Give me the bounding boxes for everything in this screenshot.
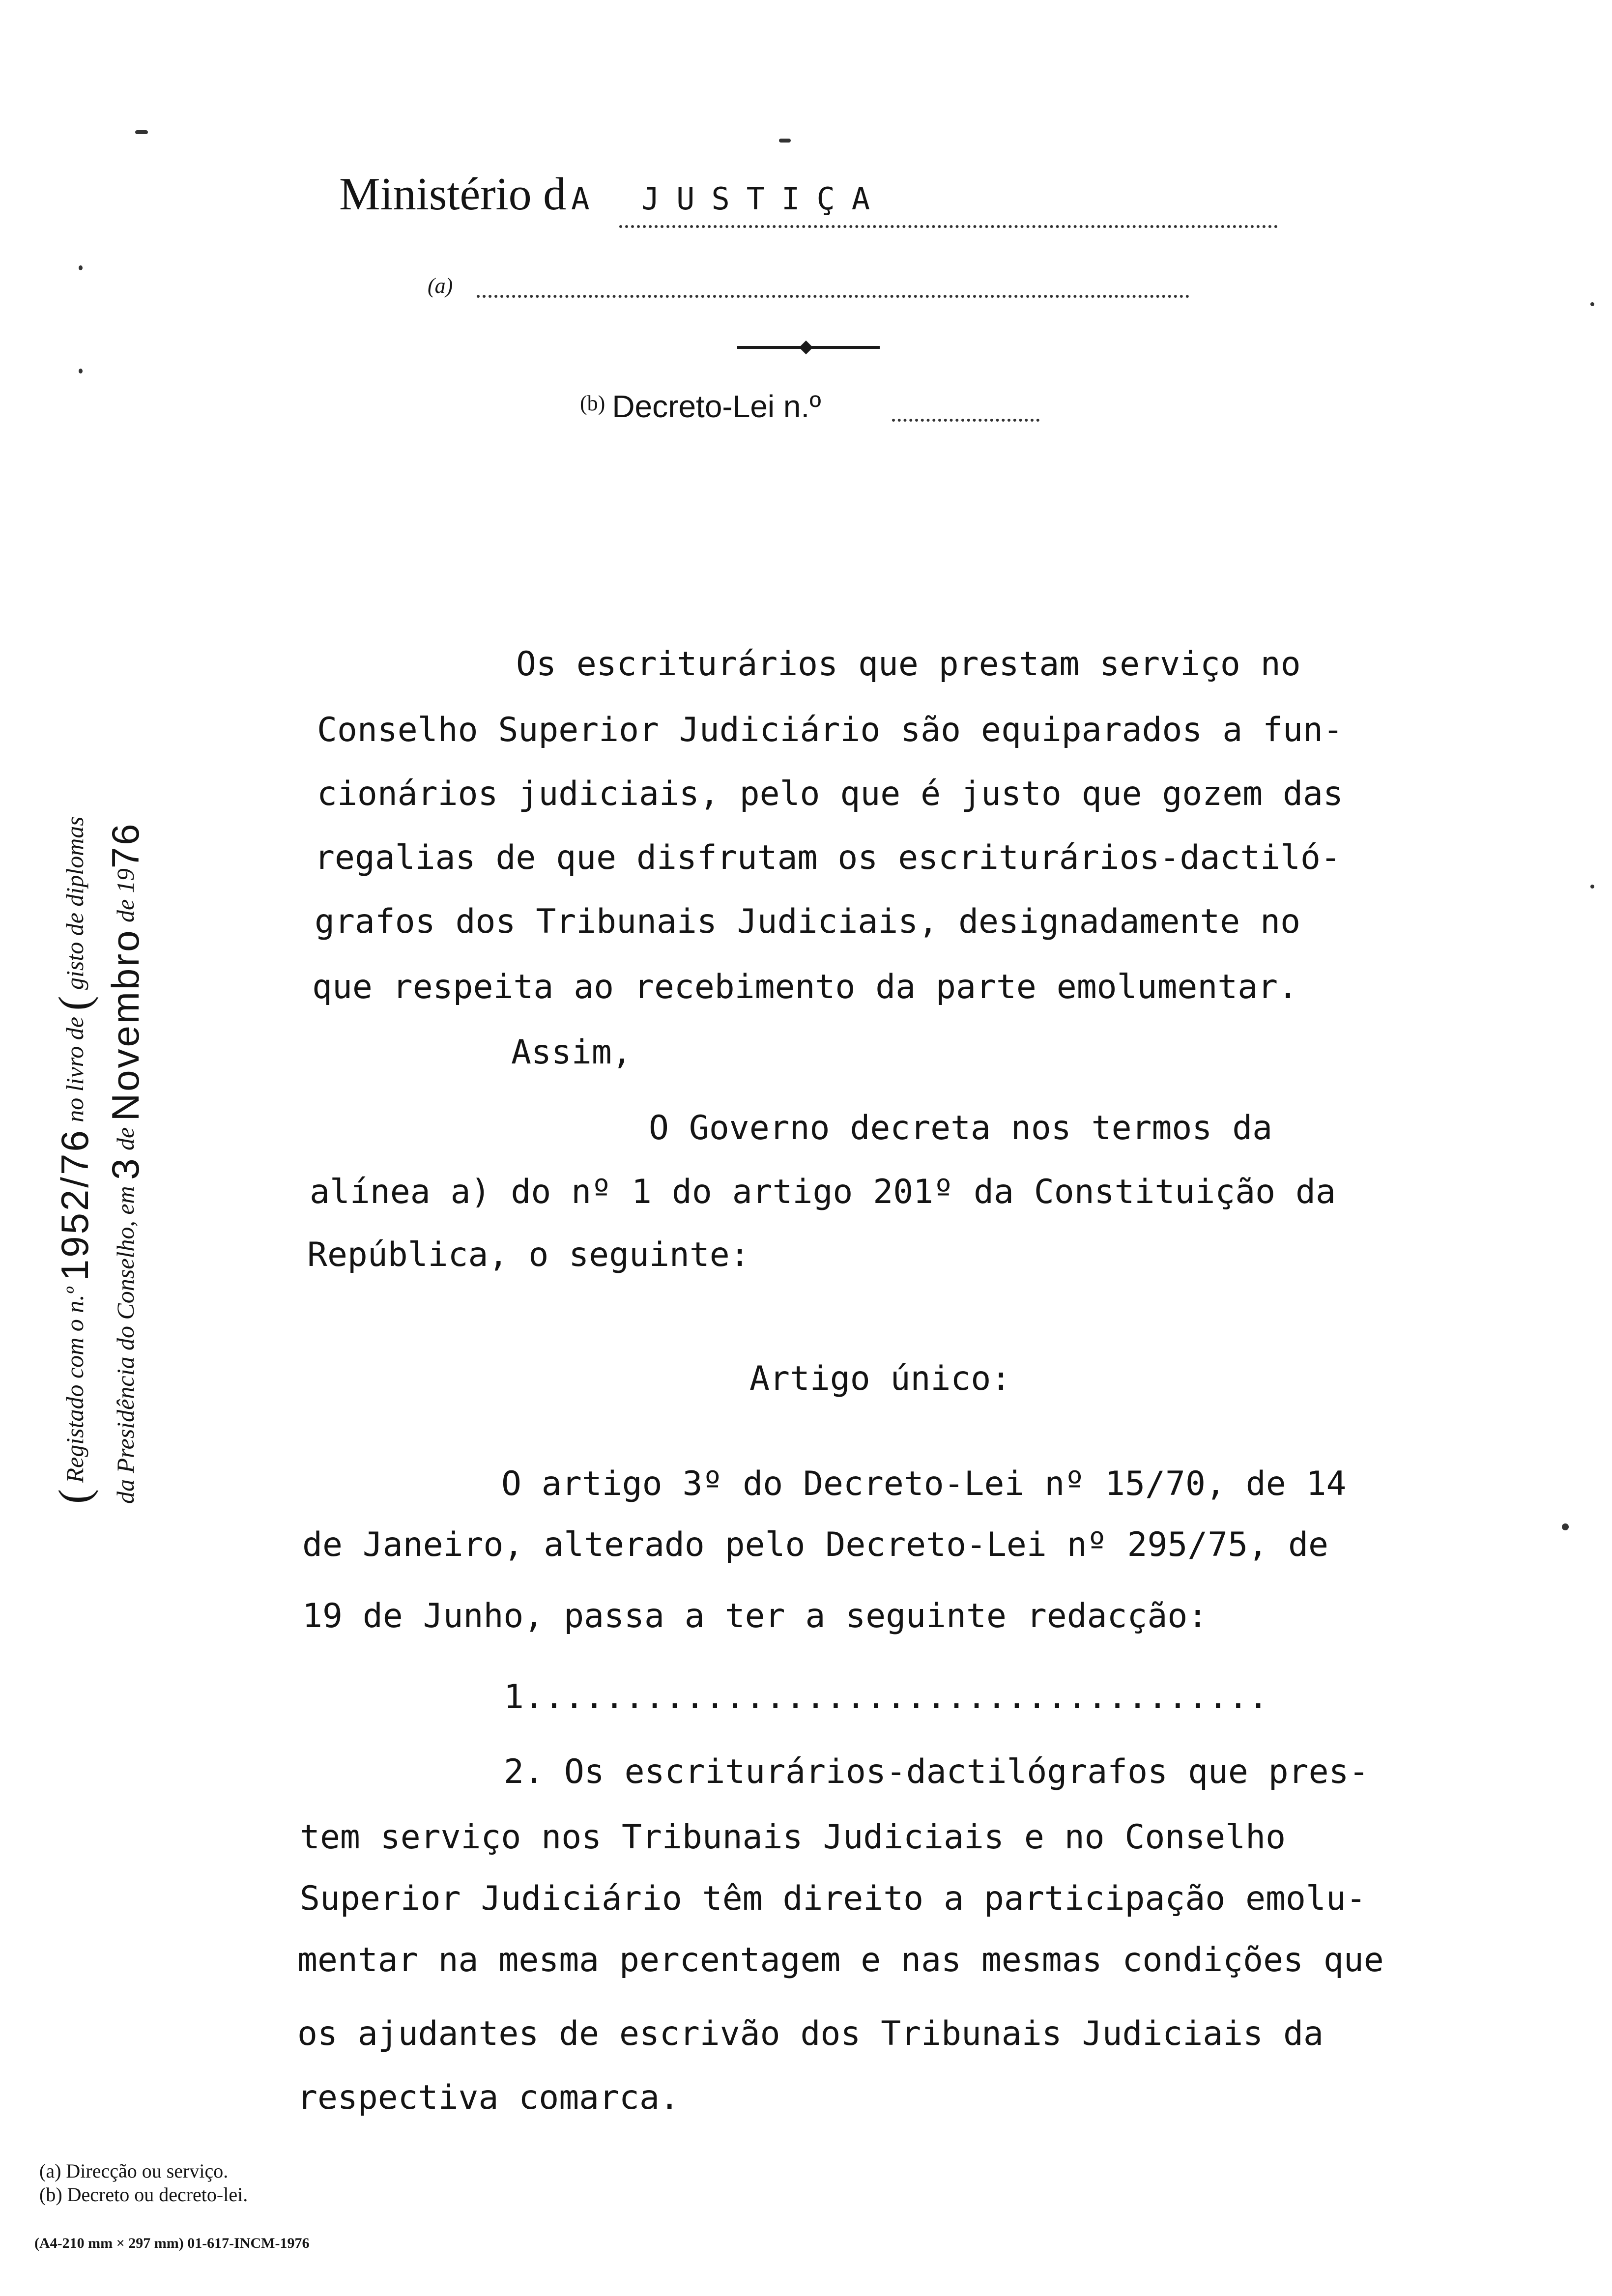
- scan-speck: [1562, 1523, 1569, 1530]
- article-text-line: O artigo 3º do Decreto-Lei nº 15/70, de 14: [501, 1464, 1347, 1503]
- ministry-name: A JUSTIÇA: [571, 181, 887, 217]
- registration-line-1: ( Registado com o n.º 1952/76 no livro de ( gisto de diplomas: [50, 816, 99, 1504]
- scan-speck: [779, 139, 791, 143]
- ministry-dotted-line: [619, 225, 1278, 228]
- item-2-line: os ajudantes de escrivão dos Tribunais Judiciais da: [297, 2014, 1324, 2053]
- item-2-line: tem serviço nos Tribunais Judiciais e no Conselho: [300, 1818, 1286, 1857]
- decree-title-text: Decreto-Lei n.º: [612, 389, 821, 424]
- preamble-line: Conselho Superior Judiciário são equiparados a fun-: [317, 711, 1343, 749]
- footnote-b: (b) Decreto ou decreto-lei.: [39, 2183, 248, 2206]
- decree-number-dotted-line: [892, 419, 1039, 422]
- decree-intro-line: República, o seguinte:: [307, 1235, 750, 1274]
- scan-speck: [79, 369, 83, 373]
- item-2-line: respectiva comarca.: [297, 2078, 680, 2117]
- preamble-line: regalias de que disfrutam os escriturários-dactiló-: [315, 838, 1341, 877]
- item-2-line: Superior Judiciário têm direito a participação emolu-: [300, 1879, 1366, 1918]
- field-a-dotted-line: [477, 295, 1189, 298]
- preamble-line: grafos dos Tribunais Judiciais, designadamente no: [315, 902, 1301, 941]
- scan-speck: [79, 265, 83, 270]
- ministry-heading: [339, 169, 887, 220]
- article-text-line: 19 de Junho, passa a ter a seguinte redacção:: [302, 1597, 1208, 1636]
- decree-intro-line: alínea a) do nº 1 do artigo 201º da Constituição da: [310, 1173, 1336, 1211]
- item-2-line: mentar na mesma percentagem e nas mesmas condições que: [297, 1941, 1384, 1980]
- decree-intro-line: O Governo decreta nos termos da: [649, 1109, 1273, 1148]
- decree-title: [580, 388, 821, 425]
- field-a-label: (a): [428, 274, 453, 298]
- assim-line: Assim,: [511, 1033, 632, 1072]
- ministry-prefix: Ministério d: [339, 169, 567, 220]
- scan-speck: [1590, 302, 1594, 306]
- registration-day: 3: [104, 1156, 147, 1180]
- preamble-line: Os escriturários que prestam serviço no: [516, 645, 1301, 684]
- footnote-a: (a) Direcção ou serviço.: [39, 2160, 229, 2182]
- scan-speck: [1590, 885, 1594, 889]
- scan-speck: [135, 130, 148, 134]
- item-2-line: 2. Os escriturários-dactilógrafos que pres-: [504, 1752, 1369, 1791]
- item-1-line: 1.....................................: [504, 1678, 1268, 1717]
- preamble-line: cionários judiciais, pelo que é justo que gozem das: [317, 775, 1343, 813]
- registration-margin-note: [49, 580, 172, 1504]
- registration-month: Novembro: [104, 928, 147, 1121]
- decree-b-label: (b): [580, 391, 605, 415]
- registration-line-2: da Presidência do Conselho, em 3 de Novembro de 1976: [104, 822, 147, 1504]
- preamble-line: que respeita ao recebimento da parte emolumentar.: [312, 968, 1298, 1006]
- form-code: (A4-210 mm × 297 mm) 01-617-INCM-1976: [34, 2235, 310, 2251]
- article-text-line: de Janeiro, alterado pelo Decreto-Lei nº 295/75, de: [302, 1525, 1328, 1564]
- ornament-diamond: [799, 341, 813, 354]
- article-heading: Artigo único:: [749, 1359, 1011, 1398]
- registration-number: 1952/76: [53, 1128, 96, 1281]
- registration-year: 76: [104, 822, 147, 869]
